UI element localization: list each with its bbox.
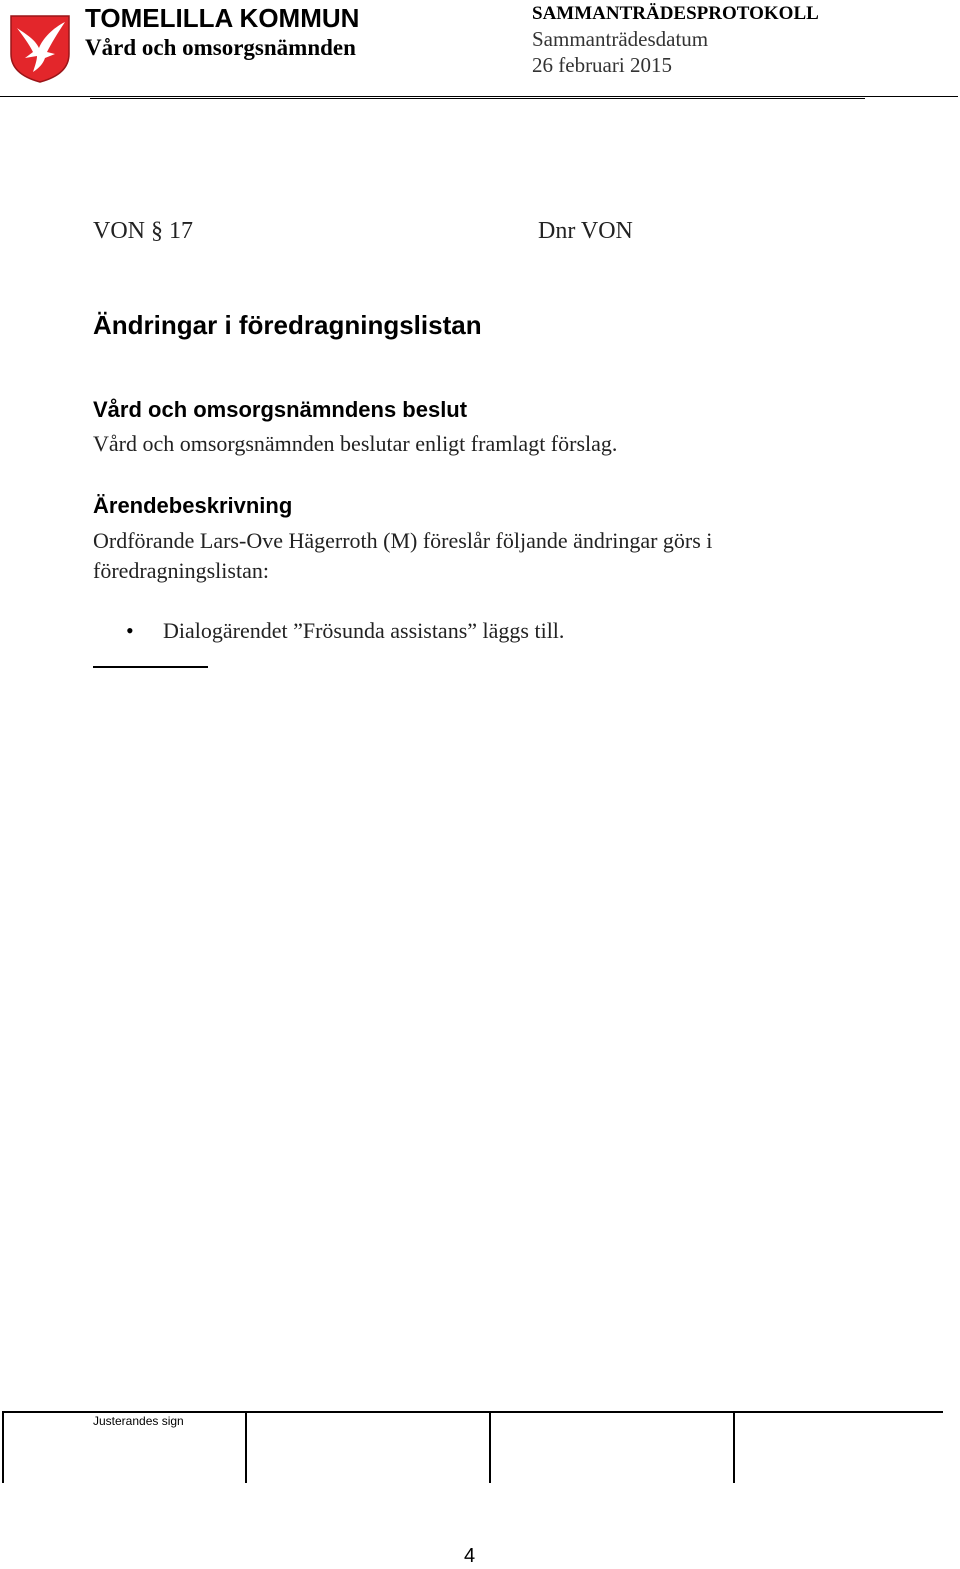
bullet-icon: • bbox=[126, 618, 134, 643]
meeting-date: 26 februari 2015 bbox=[532, 53, 672, 77]
case-number: Dnr VON bbox=[538, 218, 633, 244]
signature-cell-4 bbox=[733, 1413, 735, 1483]
item-title: Ändringar i föredragningslistan bbox=[93, 310, 482, 340]
description-heading: Ärendebeskrivning bbox=[93, 493, 293, 518]
decision-heading: Vård och omsorgsnämndens beslut bbox=[93, 397, 468, 422]
document-type: SAMMANTRÄDESPROTOKOLL bbox=[532, 3, 819, 24]
decision-text: Vård och omsorgsnämnden beslutar enligt framlagt förslag. bbox=[93, 431, 618, 456]
header-divider-inner bbox=[90, 98, 865, 99]
header-divider bbox=[0, 96, 958, 97]
description-text: Ordförande Lars-Ove Hägerroth (M) föreslår följande ändringar görs i föredragningslistan: bbox=[93, 528, 713, 583]
signature-cell-2 bbox=[245, 1413, 247, 1483]
paragraph-reference: VON § 17 bbox=[93, 218, 193, 244]
page-number: 4 bbox=[464, 1545, 476, 1567]
organization-name: TOMELILLA KOMMUN bbox=[85, 3, 360, 33]
list-item: Dialogärendet ”Frösunda assistans” läggs till. bbox=[163, 618, 565, 643]
signature-cell-3 bbox=[489, 1413, 491, 1483]
meeting-date-label: Sammanträdesdatum bbox=[532, 27, 709, 51]
signature-cell-1 bbox=[2, 1413, 4, 1483]
signature-label: Justerandes sign bbox=[93, 1414, 184, 1428]
coat-of-arms-logo bbox=[9, 14, 71, 84]
committee-name: Vård och omsorgsnämnden bbox=[85, 35, 356, 60]
section-end-divider bbox=[93, 666, 208, 668]
